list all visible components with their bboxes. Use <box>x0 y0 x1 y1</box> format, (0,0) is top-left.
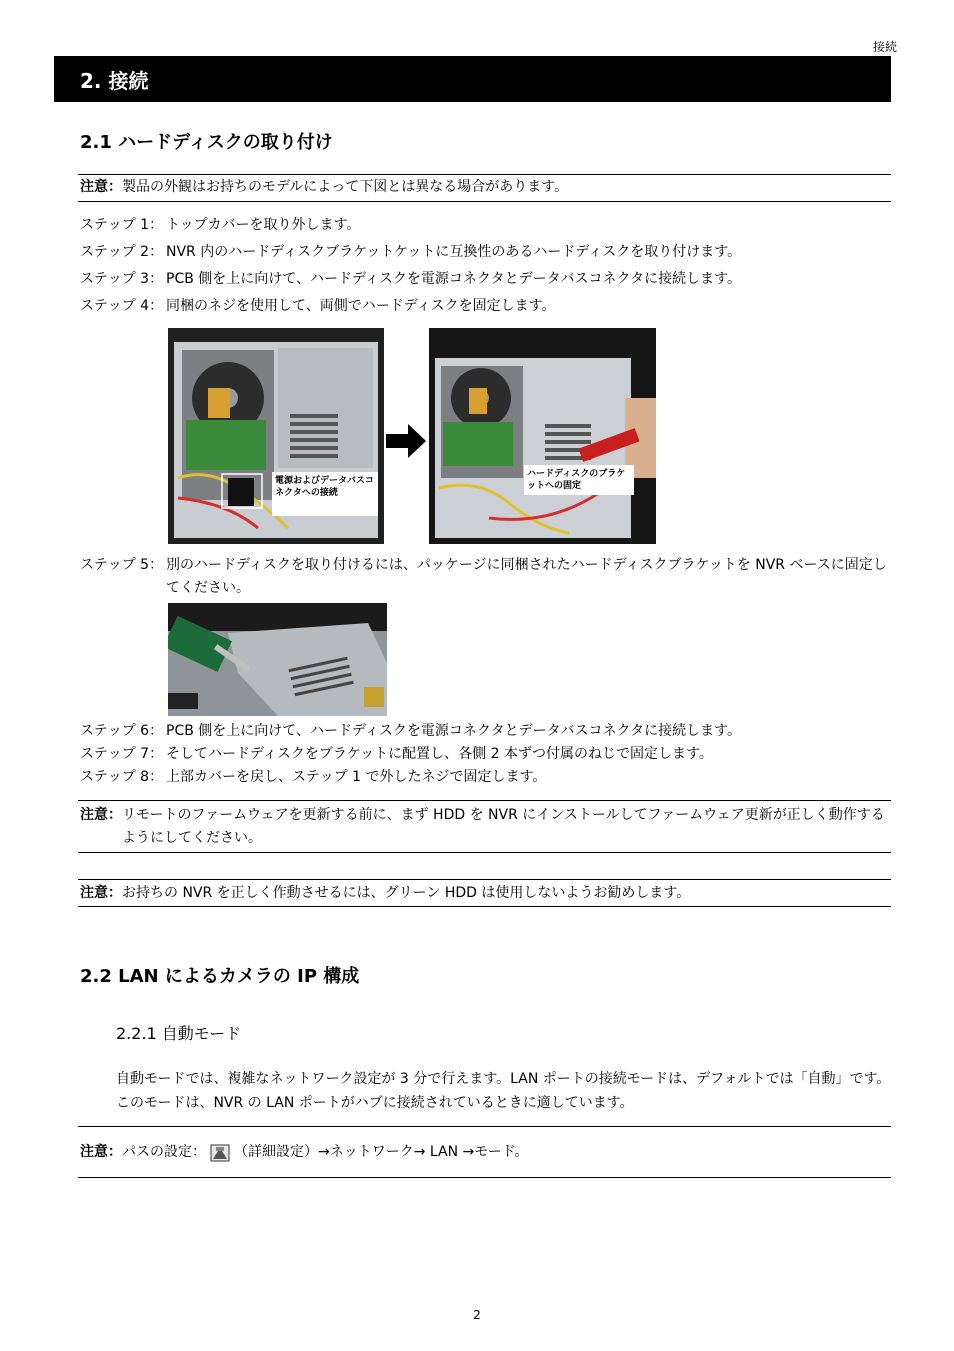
photo-bracket-base <box>168 603 387 716</box>
chapter-title-bar <box>54 56 891 102</box>
advanced-settings-icon <box>210 1144 230 1162</box>
photo-hdd-bracket <box>429 328 656 544</box>
step-3 <box>80 268 890 291</box>
section-2-2-title: 2.2 LAN によるカメラの IP 構成 <box>80 966 360 987</box>
note4-bottom-rule <box>78 1177 891 1178</box>
bracket-base-illustration <box>168 603 387 716</box>
step-number: ステップ 1： <box>80 217 164 233</box>
note4-top-rule <box>78 1126 891 1127</box>
auto-mode-paragraph: 自動モードでは、複雑なネットワーク設定が 3 分で行えます。LAN ポートの接続モードは、デフォルトでは「自動」です。このモードは、NVR の LAN ポートがハブに接続されているときに適しています。 <box>116 1071 891 1111</box>
step-number: ステップ 3： <box>80 271 164 287</box>
note2-bottom-rule <box>78 852 891 853</box>
arrow-right-icon <box>386 424 426 458</box>
note-text: リモートのファームウェアを更新する前に、まず HDD を NVR にインストールしてファームウェア更新が正しく動作するようにしてください。 <box>122 807 885 846</box>
note-label: 注意： <box>80 1144 122 1160</box>
step-number: ステップ 2： <box>80 244 164 260</box>
step-text: PCB 側を上に向けて、ハードディスクを電源コネクタとデータバスコネクタに接続します。 <box>166 271 742 287</box>
note-text: お持ちの NVR を正しく作動させるには、グリーン HDD は使用しないようお勧めします。 <box>122 885 691 901</box>
hdd-bracket-illustration <box>429 328 656 544</box>
step-7 <box>80 743 890 766</box>
step-text: 上部カバーを戻し、ステップ 1 で外したネジで固定します。 <box>166 769 547 785</box>
step-8 <box>80 766 890 789</box>
step-5 <box>80 554 890 600</box>
note-firmware <box>80 804 890 850</box>
note2-top-rule <box>78 800 891 801</box>
note-label: 注意： <box>80 179 122 195</box>
note-bottom-rule <box>78 201 891 202</box>
section-2-1-title: 2.1 ハードディスクの取り付け <box>80 132 333 153</box>
chapter-title: 2. 接続 <box>80 68 149 93</box>
step-number: ステップ 4： <box>80 298 164 314</box>
note3-bottom-rule <box>78 906 891 907</box>
running-header: 接続 <box>872 40 897 54</box>
step-4 <box>80 295 890 318</box>
callout-bracket-fix: ハードディスクのブラケットへの固定 <box>524 465 634 495</box>
note-path <box>80 1141 528 1164</box>
step-number: ステップ 5： <box>80 557 164 573</box>
step-1 <box>80 214 890 237</box>
note-top-rule <box>78 174 891 175</box>
step-number: ステップ 7： <box>80 746 164 762</box>
note-path-text: （詳細設定）→ネットワーク→ LAN →モード。 <box>234 1144 529 1160</box>
callout-power-data: 電源およびデータバスコネクタへの接続 <box>272 472 378 516</box>
note-label: 注意： <box>80 885 122 901</box>
step-text: NVR 内のハードディスクブラケットケットに互換性のあるハードディスクを取り付けます。 <box>166 244 742 260</box>
step-text: PCB 側を上に向けて、ハードディスクを電源コネクタとデータバスコネクタに接続します。 <box>166 723 742 739</box>
step-number: ステップ 8： <box>80 769 164 785</box>
note-appearance <box>80 176 568 199</box>
step-text: 同梱のネジを使用して、両側でハードディスクを固定します。 <box>166 298 556 314</box>
step-number: ステップ 6： <box>80 723 164 739</box>
subsection-2-2-1-title: 2.2.1 自動モード <box>116 1024 242 1043</box>
step-text: トップカバーを取り外します。 <box>166 217 361 233</box>
note-text: 製品の外観はお持ちのモデルによって下図とは異なる場合があります。 <box>122 179 569 195</box>
note-prefix: パスの設定： <box>122 1144 206 1160</box>
step-text: 別のハードディスクを取り付けるには、パッケージに同梱されたハードディスクブラケットを NVR ベースに固定してください。 <box>166 557 887 596</box>
note-green-hdd <box>80 882 690 905</box>
step-text: そしてハードディスクをブラケットに配置し、各側 2 本ずつ付属のねじで固定します。 <box>166 746 713 762</box>
step-2 <box>80 241 890 264</box>
note3-top-rule <box>78 879 891 880</box>
step-6 <box>80 720 890 743</box>
page-number: 2 <box>473 1308 481 1322</box>
note-label: 注意： <box>80 807 122 823</box>
